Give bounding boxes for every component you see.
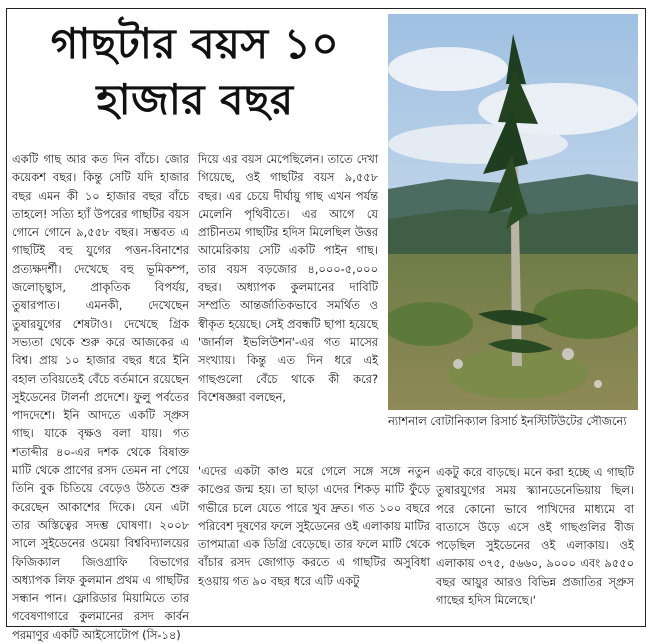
photo-caption: ন্যাশনাল বোটানিক্যাল রিসার্চ ইনস্টিটিউটের সৌজন্যে — [388, 414, 627, 428]
article-column-2-continued — [198, 462, 430, 590]
column-1-text: একটি গাছ আর কত দিন বাঁচে। জোর কয়েকশ বছর। কিন্তু সেটি যদি হাজার বছর এমন কী ১০ হাজার বছর বাঁচে তাহলে! সত্যি হ্যাঁ উপরের গাছটির বয়স গোনে গোনে ৯,৫৫৮ বছর। সম্ভবত এ গাছটিই বহু যুগের পত্তন-বিনাশের প্রত্যক্ষদর্শী। দেখেছে বহু ভূমিকম্প, জলোচ্ছ্বাস, প্রাকৃতিক বিপর্যয়, তুষারপাত। এমনকী, দেখেছেন তুষারযুগের শেষটাও। দেখেছে গ্রিক সভ্যতা থেকে শুরু করে আজকের এ বিশ্ব। প্রায় ১০ হাজার বছর ধরে ইনি বহাল তবিয়তেই বেঁচে বর্তমানে রয়েছেন সুইডেনের টালর্না প্রদেশে। ফুলু পর্বতের পাদদেশে। ইনি আদতে একটি স্প্রুস গাছ। যাকে বৃক্ষও বলা যায়। গত শতাব্দীর ৪০-এর দশক থেকে বিষাক্ত মাটি থেকে প্রাণের রসদ তেমন না পেয়ে তিনি বুক চিতিয়ে বেড়েও উঠতে শুরু করেছেন আকাশের দিকে। যেন এটা তার অস্তিত্বের সদম্ভ ঘোষণা। ২০০৮ সালে সুইডেনের ওমেয়া বিশ্ববিদ্যালয়ের ফিজিক্যাল জিওগ্রাফি বিভাগের অধ্যাপক লিফ কুলমান প্রথম এ গাছটির সন্ধান পান। ফ্লোরিডার মিয়ামিতে তার গবেষণাগারে কুলমানের রসদ কার্বন পরমাণুর একটি আইসোটোপ (সি-১৪) — [12, 152, 189, 642]
tree-photo — [388, 14, 638, 410]
spruce-tree-photo-icon — [388, 14, 638, 410]
column-3-text: একটু করে বাড়ছে। মনে করা হচ্ছে এ গাছটি তুষারযুগের সময় স্ক্যানডেনেভিয়ায় ছিল। পরে কোনো ভাবে পাখিদের মাধ্যমে বা বাতাসে উড়ে এসে ওই গাছগুলির বীজ পড়েছিল সুইডেনের ওই এলাকায়। ওই এলাকায় ৩৭৫, ৫৬৬০, ৯০০০ এবং ৯৫৫০ বছর আয়ুর আরও বিভিন্ন প্রজাতির স্প্রুস গাছের হদিস মিলেছে।' — [436, 465, 634, 608]
article-column-3 — [436, 463, 634, 609]
article-column-2 — [198, 150, 378, 406]
column-2-text: দিয়ে এর বয়স মেপেছিলেন। তাতে দেখা গিয়েছে, ওই গাছটির বয়স ৯,৫৫৮ বছর। এর চেয়ে দীর্ঘায়ু গাছ এখন পর্যন্ত মেলেনি পৃথিবীতে। এর আগে যে প্রাচীনতম গাছটির হদিস মিলেছিল উত্তর আমেরিকায় সেটি একটি পাইন গাছ। তার বয়স বড়জোর ৪,০০০-৫,০০০ বছর। অধ্যাপক কুলমানের দাবিটি সম্প্রতি আন্তর্জাতিকভাবে সমর্থিত ও স্বীকৃত হয়েছে। সেই প্রবন্ধটি ছাপা হয়েছে 'জার্নাল ইভলিউশন'-এর গত মাসের সংখ্যায়। কিন্তু এত দিন ধরে এই গাছগুলো বেঁচে থাকে কী করে? বিশেষজ্ঞরা বলছেন, — [198, 152, 378, 404]
headline — [14, 16, 376, 128]
headline-line-2: হাজার বছর — [96, 75, 294, 124]
article-column-1 — [12, 150, 189, 644]
column-2b-text: 'এদের একটা কাণ্ড মরে গেলে সঙ্গে সঙ্গে নতুন কাণ্ডের জন্ম হয়। তা ছাড়া এদের শিকড় মাটি ফুঁড়ে গভীরে চলে যেতে পারে খুব দ্রুত। গত ১০০ বছরে পরিবেশ দূষণের ফলে সুইডেনের ওই এলাকায় মাটির তাপমাত্রা এক ডিগ্রি বেড়েছে। তার ফলে মাটি থেকে বাঁচার রসদ জোগাড় করতে এ গাছটির অসুবিধা হওয়ায় গত ৯০ বছর ধরে এটি একটু — [198, 464, 430, 588]
headline-line-1: গাছটার বয়স ১০ — [50, 19, 340, 68]
